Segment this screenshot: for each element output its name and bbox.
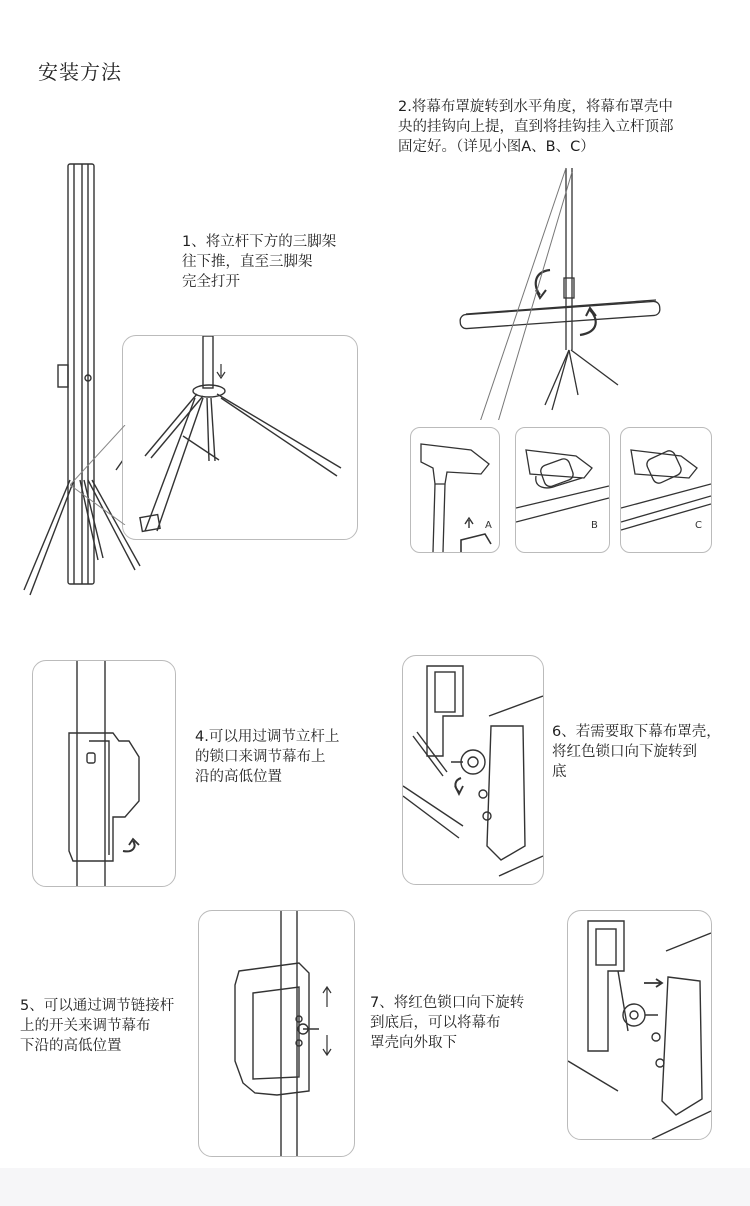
step-6-drawing [403,656,543,884]
step-7-text: 7、将红色锁口向下旋转 到底后，可以将幕布 罩壳向外取下 [370,995,525,1051]
detail-a-drawing [411,428,499,552]
detail-b-panel [515,427,610,553]
step-7-panel [567,910,712,1140]
detail-b-label: B [591,520,598,531]
detail-b-drawing [516,428,609,552]
step-6-panel [402,655,544,885]
screen-rotation-illustration [440,160,680,420]
step-5-panel [198,910,355,1157]
step-4-panel [32,660,176,887]
detail-c-label: C [695,520,702,531]
tripod-detail-drawing [123,336,357,539]
callout-lines [70,425,130,525]
step-5-drawing [199,911,354,1156]
page-title: 安装方法 [38,60,122,84]
step-6-text: 6、若需要取下幕布罩壳， 将红色锁口向下旋转到 底 [552,724,721,780]
detail-c-panel [620,427,712,553]
step-4-text: 4.可以用过调节立杆上 的锁口来调节幕布上 沿的高低位置 [195,729,340,785]
tripod-detail-panel [122,335,358,540]
step-4-drawing [33,661,175,886]
detail-a-panel [410,427,500,553]
detail-a-label: A [485,520,492,531]
step-2-text: 2.将幕布罩旋转到水平角度，将幕布罩壳中 央的挂钩向上提，直到将挂钩挂入立杆顶部 固定好。（详见小图A、B、C） [398,99,674,155]
detail-c-drawing [621,428,711,552]
step-1-text: 1、将立杆下方的三脚架 往下推，直至三脚架 完全打开 [182,234,337,290]
footer-band [0,1168,750,1206]
step-7-drawing [568,911,711,1139]
step-5-text: 5、可以通过调节链接杆 上的开关来调节幕布 下沿的高低位置 [20,998,175,1054]
